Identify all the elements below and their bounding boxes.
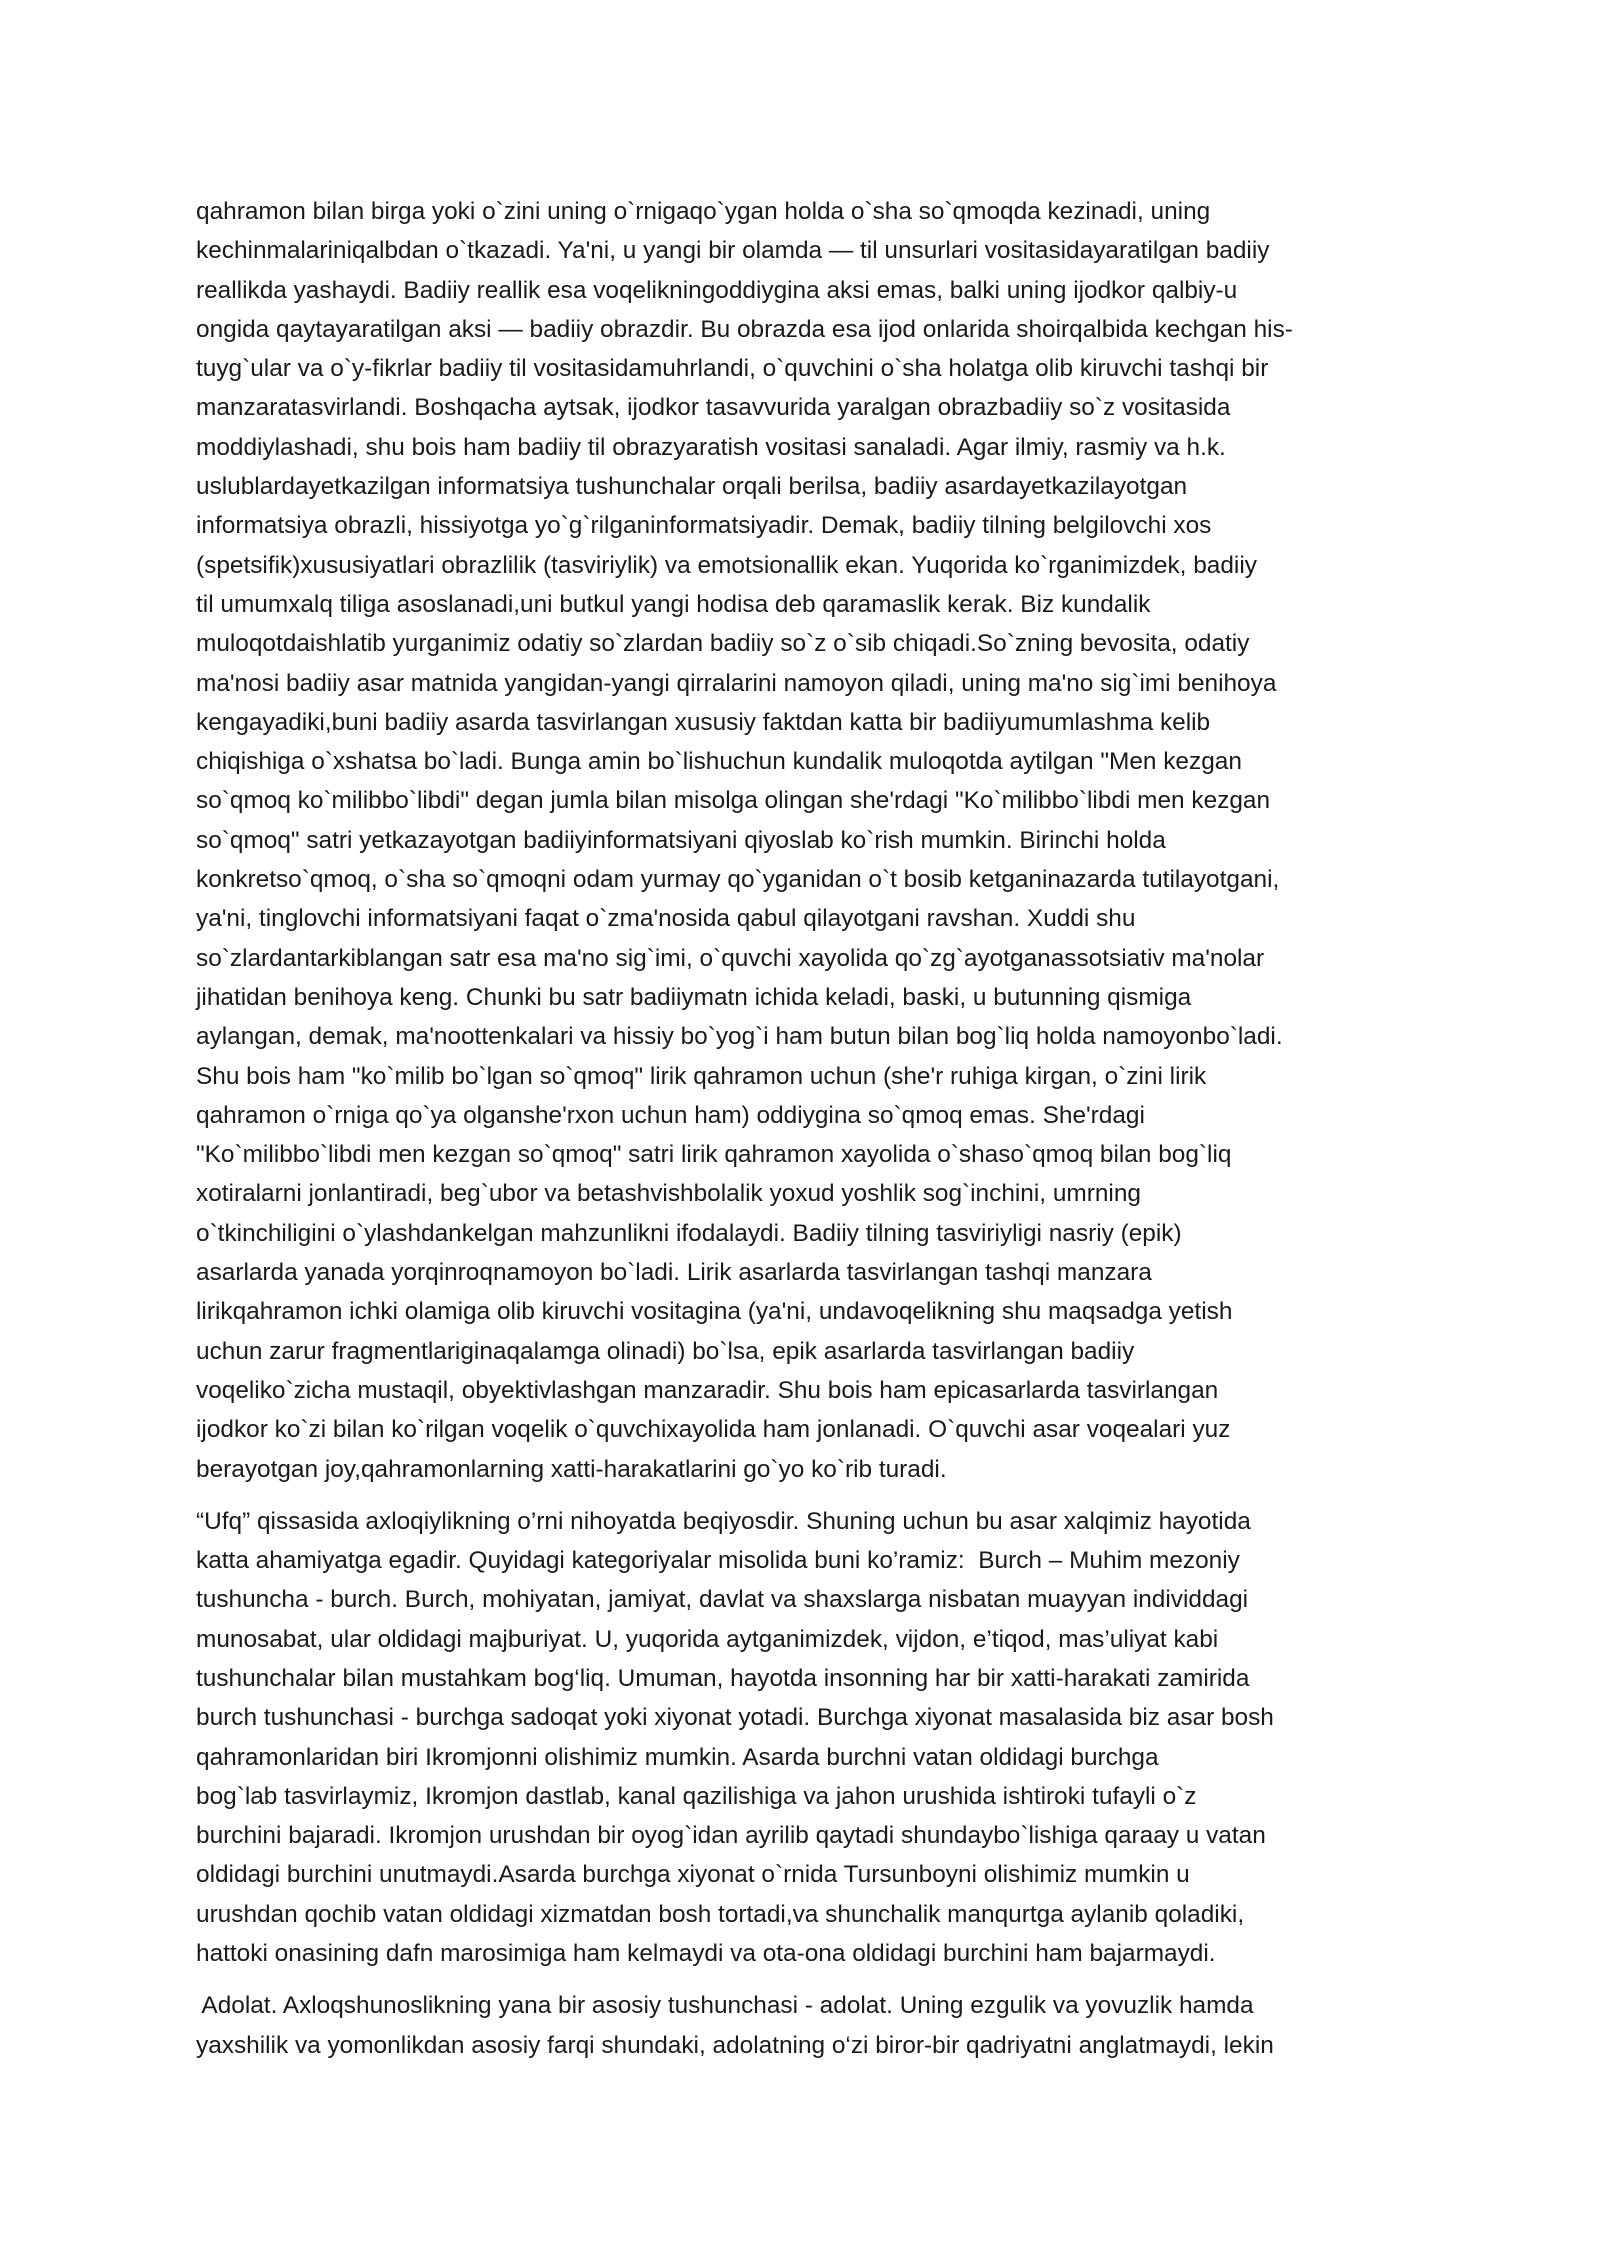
text-line: reallikda yashaydi. Badiiy reallik esa voqelikningoddiygina aksi emas, balki uning ijodkor qalbiy-u bbox=[196, 276, 1238, 304]
paragraph bbox=[196, 1502, 1416, 1974]
text-line: chiqishiga o`xshatsa bo`ladi. Bunga amin bo`lishuchun kundalik muloqotda aytilgan "Men kezgan bbox=[196, 748, 1242, 776]
text-line: informatsiya obrazli, hissiyotga yo`g`rilganinformatsiyadir. Demak, badiiy tilning belgilovchi xos bbox=[196, 512, 1212, 540]
text-line: munosabat, ular oldidagi majburiyat. U, yuqorida aytganimizdek, vijdon, e’tiqod, mas’uliyat kabi bbox=[196, 1625, 1219, 1653]
text-line: uchun zarur fragmentlariginaqalamga olinadi) bo`lsa, epik asarlarda tasvirlangan badiiy bbox=[196, 1337, 1135, 1365]
text-line: qahramonlaridan biri Ikromjonni olishimiz mumkin. Asarda burchni vatan oldidagi burchga bbox=[196, 1743, 1159, 1771]
text-line: asarlarda yanada yorqinroqnamoyon bo`ladi. Lirik asarlarda tasvirlangan tashqi manzara bbox=[196, 1259, 1152, 1287]
text-line: hattoki onasining dafn marosimiga ham kelmaydi va ota-ona oldidagi burchini ham bajarmaydi. bbox=[196, 1940, 1216, 1968]
text-line: ya'ni, tinglovchi informatsiyani faqat o`zma'nosida qabul qilayotgani ravshan. Xuddi shu bbox=[196, 905, 1136, 933]
text-line: urushdan qochib vatan oldidagi xizmatdan bosh tortadi,va shunchalik manqurtga aylanib qoladiki, bbox=[196, 1900, 1245, 1928]
text-line: til umumxalq tiliga asoslanadi,uni butkul yangi hodisa deb qaramaslik kerak. Biz kundalik bbox=[196, 590, 1151, 618]
text-line: ijodkor ko`zi bilan ko`rilgan voqelik o`quvchixayolida ham jonlanadi. O`quvchi asar voqealari yuz bbox=[196, 1416, 1231, 1444]
text-line: so`qmoq ko`milibbo`libdi" degan jumla bilan misolga olingan she'rdagi "Ko`milibbo`libdi men kezgan bbox=[196, 787, 1271, 815]
text-line: katta ahamiyatga egadir. Quyidagi kategoriyalar misolida buni ko’ramiz: Burch – Muhim mezoniy bbox=[196, 1547, 1240, 1575]
text-line: aylangan, demak, ma'noottenkalari va hissiy bo`yog`i ham butun bilan bog`liq holda namoyonbo`ladi. bbox=[196, 1023, 1283, 1051]
text-line: bog`lab tasvirlaymiz, Ikromjon dastlab, kanal qazilishiga va jahon urushida ishtiroki tufayli o`z bbox=[196, 1782, 1197, 1810]
text-line: oldidagi burchini unutmaydi.Asarda burchga xiyonat o`rnida Tursunboyni olishimiz mumkin u bbox=[196, 1861, 1190, 1889]
text-line: yaxshilik va yomonlikdan asosiy farqi shundaki, adolatning o‘zi biror-bir qadriyatni anglatmaydi, lekin bbox=[196, 2031, 1274, 2059]
text-line: ma'nosi badiiy asar matnida yangidan-yangi qirralarini namoyon qiladi, uning ma'no sig`imi benihoya bbox=[196, 669, 1277, 697]
text-line: berayotgan joy,qahramonlarning xatti-harakatlarini go`yo ko`rib turadi. bbox=[196, 1455, 947, 1483]
text-line: Shu bois ham "ko`milib bo`lgan so`qmoq" lirik qahramon uchun (she'r ruhiga kirgan, o`zini lirik bbox=[196, 1062, 1207, 1090]
text-line: uslublardayetkazilgan informatsiya tushunchalar orqali berilsa, badiiy asardayetkazilayotgan bbox=[196, 473, 1188, 501]
text-line: qahramon o`rniga qo`ya olganshe'rxon uchun ham) oddiygina so`qmoq emas. She'rdagi bbox=[196, 1101, 1145, 1129]
text-line: so`qmoq" satri yetkazayotgan badiiyinformatsiyani qiyoslab ko`rish mumkin. Birinchi holda bbox=[196, 826, 1166, 854]
paragraph bbox=[196, 1986, 1416, 2065]
paragraph bbox=[196, 192, 1416, 1489]
text-line: ongida qaytayaratilgan aksi — badiiy obrazdir. Bu obrazda esa ijod onlarida shoirqalbida kechgan his- bbox=[196, 315, 1293, 343]
text-line: lirikqahramon ichki olamiga olib kiruvchi vositagina (ya'ni, undavoqelikning shu maqsadga yetish bbox=[196, 1298, 1233, 1326]
text-line: o`tkinchiligini o`ylashdankelgan mahzunlikni ifodalaydi. Badiiy tilning tasviriyligi nasriy (epik) bbox=[196, 1219, 1182, 1247]
text-line: Adolat. Axloqshunoslikning yana bir asosiy tushunchasi - adolat. Uning ezgulik va yovuzlik hamda bbox=[196, 1992, 1254, 2020]
text-line: voqeliko`zicha mustaqil, obyektivlashgan manzaradir. Shu bois ham epicasarlarda tasvirlangan bbox=[196, 1376, 1219, 1404]
document-body bbox=[196, 192, 1416, 2078]
text-line: qahramon bilan birga yoki o`zini uning o`rnigaqo`ygan holda o`sha so`qmoqda kezinadi, uning bbox=[196, 198, 1211, 225]
text-line: xotiralarni jonlantiradi, beg`ubor va betashvishbolalik yoxud yoshlik sog`inchini, umrning bbox=[196, 1180, 1141, 1208]
text-line: “Ufq” qissasida axloqiylikning o’rni nihoyatda beqiyosdir. Shuning uchun bu asar xalqimiz hayotida bbox=[196, 1507, 1251, 1535]
text-line: (spetsifik)xususiyatlari obrazlilik (tasviriylik) va emotsionallik ekan. Yuqorida ko`rganimizdek, badiiy bbox=[196, 551, 1257, 579]
text-line: tushuncha - burch. Burch, mohiyatan, jamiyat, davlat va shaxslarga nisbatan muayyan individdagi bbox=[196, 1586, 1249, 1614]
text-line: burchini bajaradi. Ikromjon urushdan bir oyog`idan ayrilib qaytadi shundaybo`lishiga qaraay u vatan bbox=[196, 1822, 1266, 1850]
text-line: burch tushunchasi - burchga sadoqat yoki xiyonat yotadi. Burchga xiyonat masalasida biz asar bosh bbox=[196, 1704, 1274, 1732]
text-line: manzaratasvirlandi. Boshqacha aytsak, ijodkor tasavvurida yaralgan obrazbadiiy so`z vositasida bbox=[196, 394, 1231, 422]
text-line: moddiylashadi, shu bois ham badiiy til obrazyaratish vositasi sanaladi. Agar ilmiy, rasmiy va h.k. bbox=[196, 433, 1226, 461]
text-line: konkretso`qmoq, o`sha so`qmoqni odam yurmay qo`yganidan o`t bosib ketganinazarda tutilayotgani, bbox=[196, 866, 1280, 894]
text-line: tushunchalar bilan mustahkam bog‘liq. Umuman, hayotda insonning har bir xatti-harakati zamirida bbox=[196, 1664, 1250, 1692]
text-line: "Ko`milibbo`libdi men kezgan so`qmoq" satri lirik qahramon xayolida o`shaso`qmoq bilan bog`liq bbox=[196, 1141, 1232, 1169]
text-line: kechinmalariniqalbdan o`tkazadi. Ya'ni, u yangi bir olamda — til unsurlari vositasidayaratilgan badiiy bbox=[196, 237, 1270, 265]
text-line: muloqotdaishlatib yurganimiz odatiy so`zlardan badiiy so`z o`sib chiqadi.So`zning bevosita, odatiy bbox=[196, 630, 1250, 658]
text-line: jihatidan benihoya keng. Chunki bu satr badiiymatn ichida keladi, baski, u butunning qismiga bbox=[196, 983, 1192, 1011]
text-line: so`zlardantarkiblangan satr esa ma'no sig`imi, o`quvchi xayolida qo`zg`ayotganassotsiativ ma'nolar bbox=[196, 944, 1265, 972]
text-line: tuyg`ular va o`y-fikrlar badiiy til vositasidamuhrlandi, o`quvchini o`sha holatga olib kiruvchi tashqi bir bbox=[196, 355, 1269, 383]
text-line: kengayadiki,buni badiiy asarda tasvirlangan xususiy faktdan katta bir badiiyumumlashma kelib bbox=[196, 708, 1211, 736]
